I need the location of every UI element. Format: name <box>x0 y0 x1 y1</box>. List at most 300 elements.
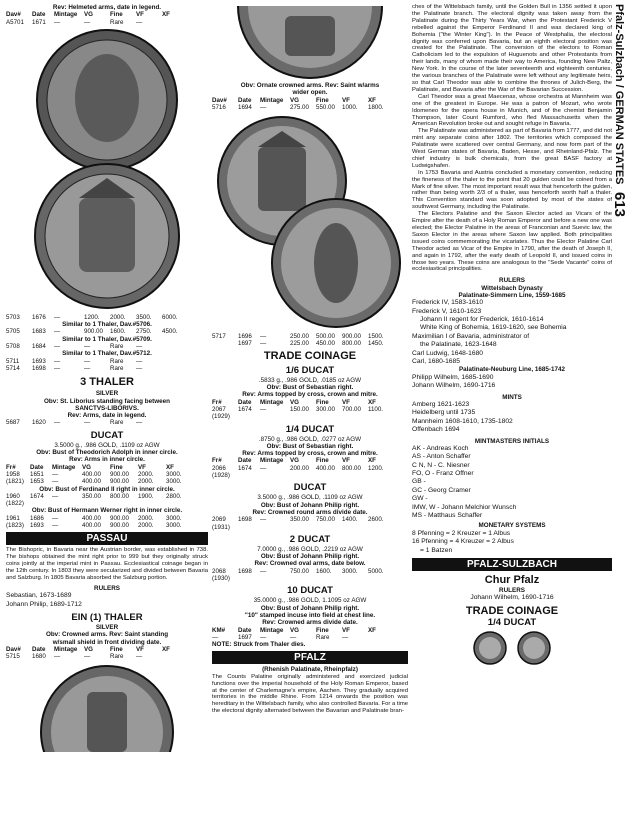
cell: 2000. <box>138 478 154 486</box>
line-heading: Palatinate-Simmern Line, 1559-1685 <box>458 291 566 299</box>
th: Fine <box>316 96 329 104</box>
cell: 1697 <box>238 633 252 641</box>
cell: 550.00 <box>316 103 335 111</box>
spec-line: 35.0000 g., .986 GOLD, 1.1095 oz AGW <box>253 597 367 605</box>
th: Date <box>238 626 252 634</box>
cell: — <box>136 343 143 351</box>
obv-description: Obv: Bust of Johann Philip right. <box>260 501 360 509</box>
section-title: 2 DUCAT <box>289 533 331 545</box>
cell: 150.00 <box>290 405 309 413</box>
cell: 1698 <box>238 516 252 524</box>
th: Date <box>30 463 44 471</box>
cell: 1651 <box>30 470 44 478</box>
cell: — <box>52 470 59 478</box>
rulers-heading: RULERS <box>499 277 525 285</box>
cell: 3000. <box>166 478 182 486</box>
table-header <box>6 646 208 653</box>
cell: 1686 <box>30 514 44 522</box>
th: VF <box>136 11 144 19</box>
th: Fine <box>316 398 329 406</box>
cell: — <box>54 313 61 321</box>
section-title: DUCAT <box>90 429 124 441</box>
cell: — <box>54 653 61 661</box>
th: Fr# <box>212 398 222 406</box>
th: XF <box>166 463 174 471</box>
cell: 900.00 <box>110 478 129 486</box>
th: VF <box>138 463 146 471</box>
cell <box>162 419 188 426</box>
mint-item: Offenbach 1694 <box>412 426 460 434</box>
cell <box>212 340 238 347</box>
th: Fine <box>316 626 329 634</box>
cell: (1930) <box>212 575 230 583</box>
obv-description: Obv: Bust of Johann Philip right. <box>260 553 360 561</box>
cell: 1800. <box>368 103 384 111</box>
table-row <box>6 365 208 372</box>
th: VF <box>342 626 350 634</box>
cell: — <box>260 340 267 348</box>
th: Date <box>32 645 46 653</box>
table-header <box>212 399 408 406</box>
cell: — <box>136 653 143 661</box>
th: VG <box>290 96 299 104</box>
section-title: 1/4 DUCAT <box>487 616 537 628</box>
history-paragraph: The Bishopric, in Bavaria near the Austrian border, was established in 738. The bishops obtained the mint right prior to 999 but they originally struck coins jointly at the imperial mint in Passau. Ecclesiastical coinage began in the 12th century. In 1803 they were secularized and divided between Bavaria and Salzburg. In 1805 Bavaria absorbed the Salzburg portion. <box>6 547 208 581</box>
section-title: 10 DUCAT <box>287 585 333 597</box>
cell: 5717 <box>212 333 226 341</box>
cell: — <box>52 478 59 486</box>
mint-item: Heidelberg until 1735 <box>412 409 476 417</box>
running-head-text: Pfalz-Sulzbach / GERMAN STATES <box>613 4 625 185</box>
history-paragraph: Carl Theodor was a great Maecenas, whose orchestra at Mannheim was one of the greatest in Europe. He was a patron of Mozart, who wrote Idomeneo for the opera house in Munich, and of the chemist Benjamin Thompson, later Count Rumford, who fled Massachusetts when the American Revolution broke out and sought refuge in Bavaria. <box>412 93 612 128</box>
cell: 2800. <box>166 492 182 500</box>
mintmaster-item: IMW, W - Johann Melchior Wunsch <box>412 503 517 511</box>
th: VF <box>342 398 350 406</box>
spec-line: 3.5000 g., .986 GOLD, .1109 oz AGW <box>54 441 160 449</box>
cell: — <box>52 492 59 500</box>
obv-description: Obv: Bust of Sebastian right. <box>266 442 354 450</box>
cell: 3000. <box>166 514 182 522</box>
cell: (1928) <box>212 472 230 480</box>
table-row <box>6 478 208 485</box>
ruler-item: White King of Bohemia, 1619-1620, see Bohemia <box>420 324 567 332</box>
cell: 900.00 <box>110 514 129 522</box>
cell: — <box>342 633 349 641</box>
cell: — <box>52 514 59 522</box>
rev-description: Rev: Arms topped by cross, crown and mitre. <box>242 450 378 458</box>
table-row <box>212 406 408 413</box>
table-row <box>6 493 208 500</box>
table-row <box>6 653 208 660</box>
mintmaster-item: GB - <box>412 478 426 486</box>
cell: 1958 <box>6 470 20 478</box>
cell: 2000. <box>138 470 154 478</box>
cell: 2000. <box>138 514 154 522</box>
cell: 1450. <box>368 340 384 348</box>
cell: (1931) <box>212 523 230 531</box>
cell: — <box>54 419 61 427</box>
spec-line: 7.0000 g., .986 GOLD, .2219 oz AGW <box>257 545 363 553</box>
rev-description: Rev: Crowned round arms divide date. <box>252 508 368 516</box>
spec-line: .5833 g., .986 GOLD, .0185 oz AGW <box>258 376 362 384</box>
cell: 2068 <box>212 567 226 575</box>
cell <box>162 653 188 660</box>
cell <box>368 634 394 641</box>
cell: 400.00 <box>82 522 101 530</box>
history-paragraph: The Palatinate was administered as part of Bavaria from 1777, and did not mint any separate coins after 1802. The territories which composed the Palatinate were scattered over central Germany, and now form part of the West German states of Bavaria, Baden, Hesse, and Rheinland-Pfalz. The chief industry is bulk chemicals, from the great BASF factory at Ludwigshafen. <box>412 128 612 169</box>
obv-description: Obv: Bust of Theodorich Adolph in inner circle. <box>36 449 178 457</box>
cell: — <box>54 357 61 365</box>
section-band-pfalz-sulzbach: PFALZ-SULZBACH <box>412 558 612 571</box>
cell: 3000. <box>166 522 182 530</box>
cell: 500.00 <box>316 333 335 341</box>
obv-description: w/small shield in front dividing date. <box>52 638 162 646</box>
spec-line: .8750 g., .986 GOLD, .0277 oz AGW <box>258 435 362 443</box>
th: Fine <box>316 457 329 465</box>
table-row <box>212 575 408 582</box>
mintmaster-item: GC - Georg Cramer <box>412 486 471 494</box>
th: VF <box>136 645 144 653</box>
cell: 800.00 <box>110 492 129 500</box>
cell: (1823) <box>6 522 24 530</box>
th: Dav# <box>6 645 21 653</box>
cell: 1200. <box>84 313 100 321</box>
thaler-coin-image <box>9 28 205 312</box>
mintmaster-item: C N, N - C. Niesner <box>412 461 470 469</box>
th: Fine <box>110 645 123 653</box>
rev-description: Rev: Crowned arms divide date. <box>262 619 358 627</box>
cell: 1698 <box>32 364 46 372</box>
cell: Rare <box>110 18 124 26</box>
mintmaster-item: MS - Matthaus Schaffer <box>412 512 483 520</box>
cell: 5715 <box>6 653 20 661</box>
obv-description: Obv: Ornate crowned arms. Rev: Saint w/arms <box>240 82 380 89</box>
th: Fine <box>110 463 123 471</box>
cell: — <box>260 333 267 341</box>
cell: 5716 <box>212 103 226 111</box>
cell: 300.00 <box>316 405 335 413</box>
column-right <box>412 4 612 831</box>
th: Fr# <box>212 457 222 465</box>
obv-description: Obv: Bust of Sebastian right. <box>266 384 354 392</box>
rev-description: Rev: Arms, date in legend. <box>67 412 147 420</box>
line-heading: Palatinate-Neuburg Line, 1685-1742 <box>458 366 566 374</box>
section-title: 1/6 DUCAT <box>285 364 335 376</box>
cell: — <box>54 364 61 372</box>
page-number: 613 <box>611 191 628 217</box>
dynasty-heading: Wittelsbach Dynasty <box>481 284 543 292</box>
rev-description: Rev: Arms topped by cross, crown and mitre. <box>242 391 378 399</box>
cell: — <box>290 633 297 641</box>
cell: Rare <box>110 343 124 351</box>
cell: — <box>212 633 219 641</box>
cell: 1200. <box>368 464 384 472</box>
th: VG <box>84 11 93 19</box>
table-row <box>212 465 408 472</box>
th: VG <box>290 626 299 634</box>
obv-description: SANCTVS-LIBORIVS. <box>75 404 139 412</box>
mintmasters-heading: MINTMASTERS INITIALS <box>474 437 550 445</box>
cell: A5701 <box>6 18 24 26</box>
cell: 3500. <box>136 313 152 321</box>
cell: 3000. <box>166 470 182 478</box>
cell <box>162 343 188 350</box>
cell: 5705 <box>6 328 20 336</box>
th: Mintage <box>260 457 284 465</box>
cell: (1822) <box>6 500 24 508</box>
section-band-pfalz: PFALZ <box>212 651 408 664</box>
th: Fr# <box>6 463 16 471</box>
cell: 350.00 <box>290 516 309 524</box>
cell: — <box>136 357 143 365</box>
cell: 5708 <box>6 343 20 351</box>
note: NOTE: Struck from Thaler dies. <box>212 641 306 649</box>
mintmaster-item: AK - Andreas Koch <box>412 444 469 452</box>
table-row <box>6 500 208 507</box>
cell: 1500. <box>368 333 384 341</box>
table-row <box>212 516 408 523</box>
cell: 2066 <box>212 464 226 472</box>
ruler-item: Sebastian, 1673-1689 <box>6 592 72 600</box>
cell: 2000. <box>138 522 154 530</box>
th: XF <box>162 645 170 653</box>
table-header <box>212 457 408 464</box>
section-title: 3 THALER <box>80 376 134 389</box>
th: VF <box>342 457 350 465</box>
cell: 700.00 <box>342 405 361 413</box>
cell: 1653 <box>30 478 44 486</box>
th: Mintage <box>54 645 78 653</box>
cell: — <box>84 357 91 365</box>
cell: — <box>260 464 267 472</box>
monetary-item: 16 Pfenning = 4 Kreuzer = 2 Albus <box>412 538 514 546</box>
th: Mintage <box>260 96 284 104</box>
cell: 900.00 <box>110 470 129 478</box>
cell: 2000. <box>110 313 126 321</box>
th: VG <box>84 645 93 653</box>
mintmaster-item: FO, O - Franz Offner <box>412 470 474 478</box>
table-header <box>212 97 408 104</box>
cell: — <box>54 343 61 351</box>
table-row <box>212 568 408 575</box>
cell: 900.00 <box>84 328 103 336</box>
obv-description: Obv: St. Liborius standing facing between <box>44 397 170 405</box>
cell: (1821) <box>6 478 24 486</box>
table-row <box>6 343 208 350</box>
cell: 6000. <box>162 313 178 321</box>
cell: 1696 <box>238 333 252 341</box>
ein-thaler-coin-image <box>32 662 182 752</box>
cell: — <box>260 405 267 413</box>
monetary-heading: MONETARY SYSTEMS <box>478 522 546 530</box>
table-row <box>6 328 208 335</box>
history-paragraph: The Electors Palatine and the Saxon Elector acted as Vicars of the Empire after the death of a Holy Roman Emperor and before a new one was elected; the Elector Palatine in the areas of Franconian and Suevic law, the Saxon Elector in the areas where Saxon law applied. Both principalities issued coins commemorating the vicariates. Thus the Elector Palatine Carl Theodor acted as Vicar of the Empire in 1790, after the death of Joseph II, and again in 1792, after the early death of Leopold II, and issued coins in those two years. These coins are analogous to the "Sede Vacante" coins of ecclesiastical principalities. <box>412 211 612 273</box>
cell: 1680 <box>32 653 46 661</box>
th: Date <box>238 96 252 104</box>
cell: 3000. <box>342 567 358 575</box>
cell: 5687 <box>6 419 20 427</box>
running-head <box>611 4 628 217</box>
table-header <box>212 627 408 634</box>
th: Date <box>238 457 252 465</box>
th: XF <box>368 626 376 634</box>
cell <box>162 358 188 365</box>
rulers-heading: RULERS <box>94 584 120 592</box>
th: KM# <box>212 626 226 634</box>
column-middle <box>212 4 408 831</box>
cell: — <box>84 653 91 661</box>
th: Mintage <box>260 626 284 634</box>
section-title: DUCAT <box>293 482 327 494</box>
table-row <box>6 358 208 365</box>
table-row <box>6 471 208 478</box>
th: XF <box>368 96 376 104</box>
cell: 750.00 <box>290 567 309 575</box>
th: Date <box>238 398 252 406</box>
obv-description: "10" stamped incuse into field at chest line. <box>244 611 376 619</box>
cell: 1600. <box>316 567 332 575</box>
cell: 800.00 <box>342 464 361 472</box>
th: XF <box>368 398 376 406</box>
cell: 800.00 <box>342 340 361 348</box>
cell: 1676 <box>32 313 46 321</box>
table-row <box>212 104 408 111</box>
cell: 400.00 <box>82 470 101 478</box>
cell: — <box>136 364 143 372</box>
section-title: TRADE COINAGE <box>263 349 357 362</box>
cell: — <box>84 18 91 26</box>
cell: Rare <box>110 357 124 365</box>
section-title: EIN (1) THALER <box>71 611 143 623</box>
similar-note: Similar to 1 Thaler, Dav.#5709. <box>62 335 152 343</box>
cell: 400.00 <box>82 514 101 522</box>
cell: 1000. <box>342 103 358 111</box>
page-spine <box>613 0 629 835</box>
table-row <box>212 472 408 479</box>
cell: — <box>84 364 91 372</box>
cell: 900.00 <box>110 522 129 530</box>
monetary-item: 8 Pfenning = 2 Kreuzer = 1 Albus <box>412 529 511 537</box>
obv-description: wider open. <box>292 89 328 97</box>
cell: 5711 <box>6 357 20 365</box>
cell: 1100. <box>368 405 384 413</box>
cell: 1674 <box>30 492 44 500</box>
section-title: 1/4 DUCAT <box>285 423 335 435</box>
similar-note: Similar to 1 Thaler, Dav.#5712. <box>62 350 152 358</box>
cell: Rare <box>110 364 124 372</box>
cell: 1674 <box>238 405 252 413</box>
th: Mintage <box>54 11 78 19</box>
cell: 5000. <box>368 567 384 575</box>
cell: 2067 <box>212 405 226 413</box>
cell: 1400. <box>342 516 358 524</box>
metal-label: SILVER <box>95 390 119 398</box>
th: Fine <box>110 11 123 19</box>
rev-description: Rev: Crowned oval arms, date below. <box>254 560 366 568</box>
ruler-item: Johann II regent for Frederick, 1610-1614 <box>420 316 544 324</box>
ruler-item: Frederick V, 1610-1623 <box>412 307 482 315</box>
pfalz-thaler-top-coin-image <box>235 6 385 80</box>
cell: 350.00 <box>82 492 101 500</box>
th: VF <box>342 96 350 104</box>
cell: 400.00 <box>316 464 335 472</box>
th: Mintage <box>260 398 284 406</box>
cell: 400.00 <box>82 478 101 486</box>
cell: 1600. <box>110 328 126 336</box>
pfalz-thaler-pair-coin-image <box>212 113 408 331</box>
table-row <box>6 515 208 522</box>
ruler-item: Johann Philip, 1689-1712 <box>6 600 82 608</box>
mints-heading: MINTS <box>502 393 522 401</box>
cell: 1698 <box>238 567 252 575</box>
cell: 1900. <box>138 492 154 500</box>
rulers-heading: RULERS <box>499 586 525 594</box>
similar-note: Similar to 1 Thaler, Dav.#5706. <box>62 321 152 329</box>
cell: 5714 <box>6 364 20 372</box>
cell: 450.00 <box>316 340 335 348</box>
table-row <box>6 522 208 529</box>
obv-description: Obv: Bust of Hermann Werner right in inner circle. <box>31 507 183 515</box>
th: Dav# <box>6 11 21 19</box>
cell: 1683 <box>32 328 46 336</box>
section-title: TRADE COINAGE <box>465 604 559 617</box>
th: VG <box>82 463 91 471</box>
rev-description: Rev: Arms in inner circle. <box>69 456 145 464</box>
ruler-item: Carl Ludwig, 1648-1680 <box>412 349 484 357</box>
cell: 1960 <box>6 492 20 500</box>
cell: 1674 <box>238 464 252 472</box>
cell: 200.00 <box>290 464 309 472</box>
cell: 1697 <box>238 340 252 348</box>
history-paragraph: The Counts Palatine originally administered and exercized judicial functions over the imperial household of the Holy Roman Emperor, based at the center of Charlemagne's empire, Aachen. They gradually acquired territories in the middle Rhine. From 1214 onwards the position was hereditary in the Wittelsbach family, who also controlled Bavaria. For a time the electoral dignity alternated between the Bavarian and Palatinate bran- <box>212 673 408 715</box>
cell: — <box>84 419 91 427</box>
cell: — <box>260 516 267 524</box>
cell: 1693 <box>32 357 46 365</box>
mint-item: Mannheim 1608-1610, 1735-1802 <box>412 417 513 425</box>
cell: 275.00 <box>290 103 309 111</box>
cell: Rare <box>110 653 124 661</box>
mint-item: Amberg 1621-1623 <box>412 400 470 408</box>
rev-description: Rev: Helmeted arms, date in legend. <box>52 4 162 11</box>
cell: 250.00 <box>290 333 309 341</box>
th: Dav# <box>212 96 227 104</box>
cell: 1961 <box>6 514 20 522</box>
cell: — <box>260 103 267 111</box>
cell: 2600. <box>368 516 384 524</box>
cell: (1929) <box>212 413 230 421</box>
cell: — <box>84 343 91 351</box>
cell: Rare <box>110 419 124 427</box>
table-header <box>6 11 208 18</box>
table-row <box>212 333 408 340</box>
th: Date <box>32 11 46 19</box>
cell: — <box>52 522 59 530</box>
ruler-item: the Palatinate, 1623-1648 <box>420 341 497 349</box>
cell: — <box>136 419 143 427</box>
table-row <box>212 634 408 641</box>
cell: Rare <box>316 633 330 641</box>
section-title: Chur Pfalz <box>484 573 540 586</box>
cell: 1620 <box>32 419 46 427</box>
section-subtitle: (Rhenish Palatinate, Rheinpfalz) <box>262 666 358 674</box>
ruler-item: Frederick IV, 1583-1610 <box>412 299 484 307</box>
ruler-item: Maximilian I of Bavaria, administrator of <box>412 332 530 340</box>
ruler-item: Johann Wilhelm, 1690-1716 <box>412 382 496 390</box>
cell: 1694 <box>238 103 252 111</box>
table-row <box>6 19 208 26</box>
th: XF <box>162 11 170 19</box>
cell: 2750. <box>136 328 152 336</box>
